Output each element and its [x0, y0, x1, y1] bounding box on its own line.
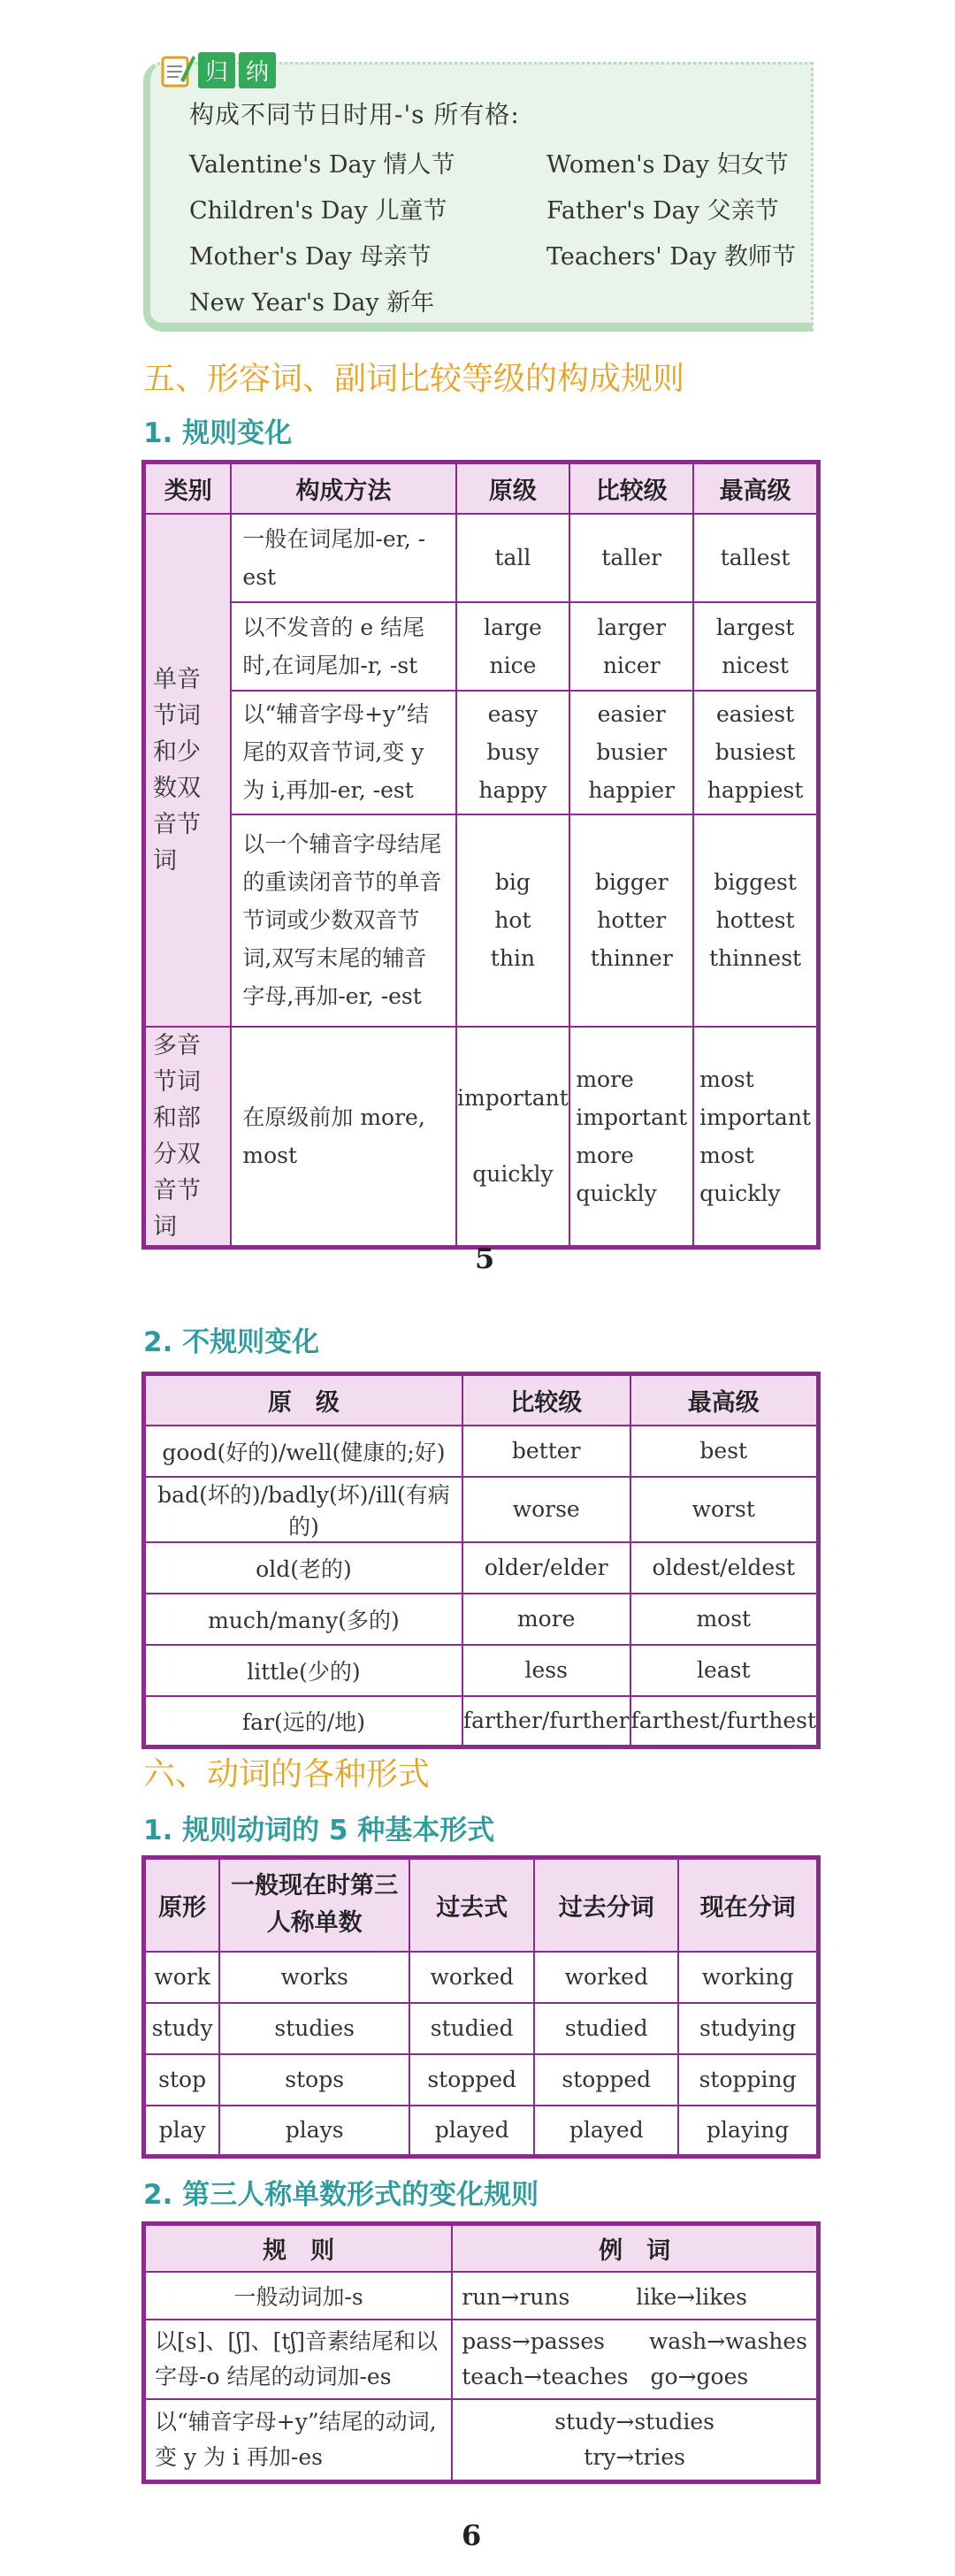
comparative-cell: taller — [569, 514, 693, 602]
section-6-sub-1: 1. 规则动词的 5 种基本形式 — [143, 1815, 495, 1846]
header-superlative: 最高级 — [630, 1374, 819, 1426]
header-base-form: 原形 — [144, 1858, 220, 1952]
third-person-cell: plays — [219, 2106, 409, 2157]
positive-cell: important quickly — [456, 1027, 570, 1248]
verb-forms-table — [141, 1855, 821, 2159]
superlative-cell: biggest hottest thinnest — [693, 814, 818, 1027]
holiday-mothers: Mother's Day 母亲节 — [189, 243, 432, 271]
third-person-cell: studies — [219, 2003, 409, 2054]
comparative-cell: worse — [462, 1477, 630, 1542]
present-participle-cell: working — [678, 1952, 818, 2003]
method-cell: 以不发音的 e 结尾时,在词尾加-r, -st — [231, 602, 455, 691]
method-cell: 以“辅音字母+y”结尾的双音节词,变 y 为 i,再加-er, -est — [231, 691, 455, 814]
third-person-cell: stops — [219, 2054, 409, 2106]
header-past-tense: 过去式 — [409, 1858, 534, 1952]
positive-cell: little(少的) — [144, 1645, 462, 1696]
header-comparative: 比较级 — [569, 462, 693, 514]
header-method: 构成方法 — [231, 462, 455, 514]
category-multi-syllable: 多音节词和部分双音节词 — [144, 1027, 232, 1248]
header-superlative: 最高级 — [693, 462, 818, 514]
third-person-cell: works — [219, 1952, 409, 2003]
comparative-cell: larger nicer — [569, 602, 693, 691]
rule-cell: 以“辅音字母+y”结尾的动词,变 y 为 i 再加-es — [144, 2399, 453, 2482]
comparative-cell: more important more quickly — [569, 1027, 693, 1248]
comparative-cell: easier busier happier — [569, 691, 693, 814]
summary-intro: 构成不同节日时用-'s 所有格: — [189, 100, 520, 129]
superlative-cell: tallest — [693, 514, 818, 602]
positive-cell: tall — [456, 514, 570, 602]
superlative-cell: best — [630, 1426, 819, 1477]
rule-cell: 以[s]、[ʃ]、[tʃ]音素结尾和以字母-o 结尾的动词加-es — [144, 2320, 453, 2399]
comparative-cell: better — [462, 1426, 630, 1477]
header-positive: 原级 — [456, 462, 570, 514]
positive-cell: much/many(多的) — [144, 1594, 462, 1645]
present-participle-cell: studying — [678, 2003, 818, 2054]
present-participle-cell: stopping — [678, 2054, 818, 2106]
superlative-cell: worst — [630, 1477, 819, 1542]
base-cell: play — [144, 2106, 220, 2157]
positive-cell: far(远的/地) — [144, 1696, 462, 1747]
superlative-cell: least — [630, 1645, 819, 1696]
present-participle-cell: playing — [678, 2106, 818, 2157]
method-cell: 一般在词尾加-er, -est — [231, 514, 455, 602]
positive-cell: bad(坏的)/badly(坏)/ill(有病的) — [144, 1477, 462, 1542]
superlative-cell: oldest/eldest — [630, 1542, 819, 1594]
header-third-person: 一般现在时第三人称单数 — [219, 1858, 409, 1952]
regular-comparison-table — [141, 460, 821, 1250]
holiday-fathers: Father's Day 父亲节 — [546, 197, 779, 225]
method-cell: 在原级前加 more, most — [231, 1027, 455, 1248]
past-cell: studied — [409, 2003, 534, 2054]
summary-badge — [157, 50, 279, 90]
superlative-cell: most important most quickly — [693, 1027, 818, 1248]
comparative-cell: more — [462, 1594, 630, 1645]
positive-cell: good(好的)/well(健康的;好) — [144, 1426, 462, 1477]
section-6-title: 六、动词的各种形式 — [143, 1756, 431, 1792]
past-participle-cell: played — [534, 2106, 678, 2157]
past-participle-cell: stopped — [534, 2054, 678, 2106]
category-single-syllable: 单音节词和少数双音节词 — [144, 514, 232, 1027]
header-comparative: 比较级 — [462, 1374, 630, 1426]
past-cell: stopped — [409, 2054, 534, 2106]
section-6-sub-2: 2. 第三人称单数形式的变化规则 — [143, 2179, 539, 2211]
past-participle-cell: worked — [534, 1952, 678, 2003]
positive-cell: easy busy happy — [456, 691, 570, 814]
base-cell: stop — [144, 2054, 220, 2106]
comparative-cell: less — [462, 1645, 630, 1696]
header-rule: 规 则 — [144, 2224, 453, 2272]
third-person-rules-table — [141, 2221, 821, 2484]
comparative-cell: older/elder — [462, 1542, 630, 1594]
holiday-childrens: Children's Day 儿童节 — [189, 197, 447, 225]
past-participle-cell: studied — [534, 2003, 678, 2054]
badge-char-1: 归 — [198, 52, 235, 88]
base-cell: study — [144, 2003, 220, 2054]
comparative-cell: farther/further — [462, 1696, 630, 1747]
irregular-comparison-table — [141, 1372, 821, 1749]
base-cell: work — [144, 1952, 220, 2003]
rule-cell: 一般动词加-s — [144, 2272, 453, 2320]
header-example: 例 词 — [452, 2224, 818, 2272]
comparative-cell: bigger hotter thinner — [569, 814, 693, 1027]
header-past-participle: 过去分词 — [534, 1858, 678, 1952]
header-category: 类别 — [144, 462, 232, 514]
superlative-cell: most — [630, 1594, 819, 1645]
badge-char-2: 纳 — [239, 52, 276, 88]
page-number-5: 5 — [475, 1242, 495, 1275]
example-cell: run→runs like→likes — [452, 2272, 818, 2320]
section-5-title: 五、形容词、副词比较等级的构成规则 — [143, 361, 685, 397]
positive-cell: big hot thin — [456, 814, 570, 1027]
superlative-cell: easiest busiest happiest — [693, 691, 818, 814]
superlative-cell: largest nicest — [693, 602, 818, 691]
page-number-6: 6 — [462, 2519, 482, 2552]
positive-cell: large nice — [456, 602, 570, 691]
past-cell: worked — [409, 1952, 534, 2003]
holiday-teachers: Teachers' Day 教师节 — [546, 243, 796, 271]
example-cell: pass→passes wash→washes teach→teaches go→goes — [452, 2320, 818, 2399]
header-positive: 原 级 — [144, 1374, 462, 1426]
superlative-cell: farthest/furthest — [630, 1696, 819, 1747]
past-cell: played — [409, 2106, 534, 2157]
section-5-sub-1: 1. 规则变化 — [143, 417, 293, 449]
header-present-participle: 现在分词 — [678, 1858, 818, 1952]
holiday-new-year: New Year's Day 新年 — [189, 289, 435, 317]
example-cell: study→studies try→tries — [452, 2399, 818, 2482]
holiday-valentines: Valentine's Day 情人节 — [189, 151, 455, 179]
method-cell: 以一个辅音字母结尾的重读闭音节的单音节词或少数双音节词,双写末尾的辅音字母,再加-er, -est — [231, 814, 455, 1027]
holiday-womens: Women's Day 妇女节 — [546, 151, 789, 179]
notepad-pencil-icon — [157, 50, 196, 89]
section-5-sub-2: 2. 不规则变化 — [143, 1326, 320, 1358]
positive-cell: old(老的) — [144, 1542, 462, 1594]
